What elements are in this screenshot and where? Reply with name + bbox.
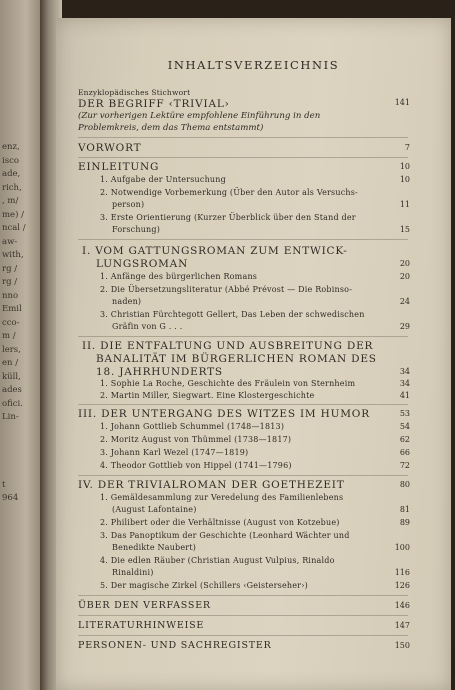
subentry-page: 116 (394, 568, 410, 577)
subentry: 2. Martin Miller, Siegwart. Eine Klostergeschichte (100, 391, 315, 400)
subentry: 1. Sophie La Roche, Geschichte des Fräulein von Sternheim (100, 379, 356, 388)
subentry: 5. Der magische Zirkel (Schillers ‹Geisterseher›) (100, 581, 308, 590)
entry-title: II. DIE ENTFALTUNG UND AUSBREITUNG DER (82, 340, 374, 352)
divider (78, 157, 408, 158)
entry-title: 18. JAHRHUNDERTS (96, 366, 223, 378)
facing-page-fragment: Emil (2, 304, 22, 314)
subentry: 4. Die edlen Räuber (Christian August Vulpius, Rinaldo (100, 556, 335, 565)
subentry: 2. Die Übersetzungsliteratur (Abbé Prévost — Die Robinso- (100, 285, 353, 294)
facing-page-fragment: Lin- (2, 412, 19, 422)
divider (78, 615, 408, 616)
subentry-page: 20 (399, 272, 410, 281)
facing-page-fragment: rich, (2, 182, 22, 193)
entry-page: 53 (399, 409, 410, 418)
subentry: 4. Theodor Gottlieb von Hippel (1741—1796) (100, 461, 292, 470)
subentry-page: 89 (399, 518, 410, 527)
subentry: 3. Christian Fürchtegott Gellert, Das Leben der schwedischen (100, 310, 365, 319)
subentry: 1. Aufgabe der Untersuchung (100, 175, 226, 184)
subentry-page: 66 (399, 448, 410, 457)
entry-page: 146 (394, 601, 410, 610)
subentry: 1. Anfänge des bürgerlichen Romans (100, 272, 258, 281)
toc-heading: INHALTSVERZEICHNIS (167, 58, 340, 72)
subentry-page: 29 (399, 322, 410, 331)
facing-page-fragment: lers, (2, 344, 21, 355)
facing-page-fragment: me) / (2, 209, 24, 220)
facing-page-fragment: 964 (2, 493, 19, 503)
subentry: 3. Das Panoptikum der Geschichte (Leonhard Wächter und (100, 531, 350, 540)
entry-page: 10 (399, 162, 410, 171)
subentry-page: 72 (399, 461, 410, 470)
entry-page: 7 (404, 143, 410, 152)
entry-title: BANALITÄT IM BÜRGERLICHEN ROMAN DES (96, 353, 377, 365)
entry-note: Problemkreis, dem das Thema entstammt) (78, 123, 264, 133)
subentry-cont: (August Lafontaine) (112, 505, 197, 514)
entry-page: 150 (394, 641, 410, 650)
toc-page (56, 18, 451, 690)
subentry-cont: Gräfin von G . . . (112, 322, 183, 331)
divider (78, 137, 408, 138)
divider (78, 404, 408, 405)
divider (78, 239, 408, 240)
facing-page-fragment: ades (2, 385, 22, 395)
divider (78, 635, 408, 636)
subentry-cont: Rinaldini) (112, 568, 154, 577)
entry-title: IV. DER TRIVIALROMAN DER GOETHEZEIT (78, 479, 345, 491)
facing-page (0, 0, 44, 690)
subentry: 3. Erste Orientierung (Kurzer Überblick über den Stand der (100, 213, 356, 222)
subentry-page: 11 (399, 200, 410, 209)
facing-page-fragment: , m/ (2, 196, 19, 206)
facing-page-fragment: t (2, 479, 6, 490)
facing-page-fragment: isco (2, 155, 19, 166)
facing-page-fragment: m / (2, 331, 16, 341)
facing-page-fragment: rg / (2, 263, 18, 274)
facing-page-fragment: ncal / (2, 223, 26, 233)
entry-title: PERSONEN- UND SACHREGISTER (78, 640, 272, 651)
entry-title: I. VOM GATTUNGSROMAN ZUM ENTWICK- (82, 245, 348, 257)
subentry-cont: person) (112, 200, 145, 209)
facing-page-fragment: nno (2, 290, 19, 301)
entry-title: III. DER UNTERGANG DES WITZES IM HUMOR (78, 408, 370, 420)
subentry-cont: Forschung) (112, 225, 161, 234)
facing-page-fragment: ade, (2, 169, 21, 179)
subentry-page: 10 (399, 175, 410, 184)
facing-page-fragment: küll, (2, 371, 21, 382)
subentry: 1. Gemäldesammlung zur Veredelung des Familienlebens (100, 493, 344, 502)
subentry-page: 15 (399, 225, 410, 234)
subentry: 2. Philibert oder die Verhältnisse (August von Kotzebue) (100, 518, 340, 527)
entry-page: 141 (394, 98, 410, 107)
entry-page: 80 (399, 480, 410, 489)
subentry-page: 34 (399, 379, 410, 388)
subentry-page: 81 (399, 505, 410, 514)
entry-page: 147 (394, 621, 410, 630)
facing-page-fragment: enz, (2, 142, 20, 152)
subentry-page: 62 (399, 435, 410, 444)
facing-page-fragment: with, (2, 250, 24, 260)
divider (78, 475, 408, 476)
subentry-page: 54 (399, 422, 410, 431)
subentry: 3. Johann Karl Wezel (1747—1819) (100, 448, 249, 457)
entry-title: EINLEITUNG (78, 161, 160, 173)
subentry: 2. Moritz August von Thümmel (1738—1817) (100, 435, 292, 444)
subentry-page: 126 (394, 581, 410, 590)
entry-page: 20 (399, 259, 410, 268)
facing-page-fragment: rg / (2, 277, 18, 287)
divider (78, 336, 408, 337)
subentry-page: 100 (394, 543, 410, 552)
entry-note: (Zur vorherigen Lektüre empfohlene Einführung in den (78, 111, 321, 121)
entry-title: LITERATURHINWEISE (78, 620, 205, 631)
entry-title: ÜBER DEN VERFASSER (78, 600, 211, 611)
subentry-page: 41 (399, 391, 410, 400)
facing-page-fragment: ofici. (2, 398, 23, 409)
facing-page-fragment: aw- (2, 236, 18, 247)
subentry: 2. Notwendige Vorbemerkung (Über den Autor als Versuchs- (100, 188, 358, 197)
divider (78, 595, 408, 596)
facing-page-fragment: cco- (2, 317, 20, 328)
entry-title: VORWORT (78, 142, 142, 154)
subentry: 1. Johann Gottlieb Schummel (1748—1813) (100, 422, 285, 431)
subentry-cont: naden) (112, 297, 142, 306)
entry-title: DER BEGRIFF ‹TRIVIAL› (78, 98, 230, 110)
subentry-page: 24 (399, 297, 410, 306)
entry-page: 34 (399, 367, 410, 376)
subentry-cont: Benedikte Naubert) (112, 543, 197, 552)
facing-page-fragment: en / (2, 358, 19, 368)
entry-kicker: Enzyklopädisches Stichwort (78, 88, 191, 97)
entry-title: LUNGSROMAN (96, 258, 189, 270)
